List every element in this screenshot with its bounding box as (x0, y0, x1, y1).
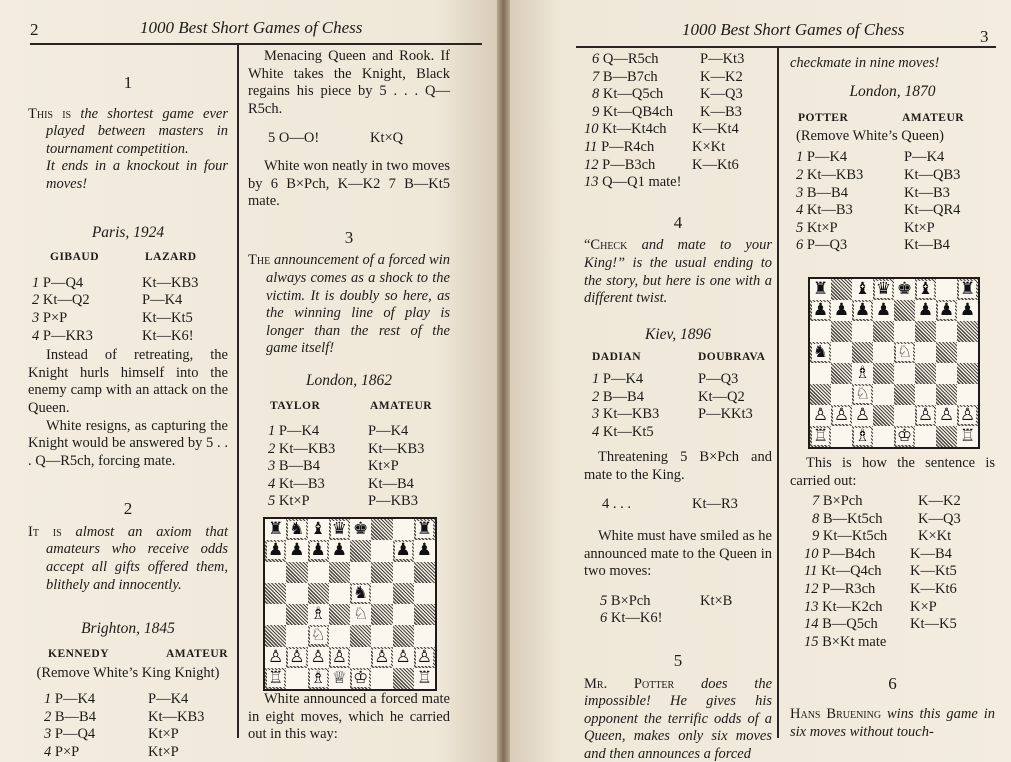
board-square (915, 342, 936, 363)
running-header: 1000 Best Short Games of Chess (682, 20, 905, 39)
game-note: White announced a forced mate in eight moves, which he carried out in this way: (248, 691, 450, 743)
move-row: 13 Q—Q1 mate! (584, 174, 682, 191)
board-square (350, 583, 371, 604)
white-pawn-icon: ♙ (917, 405, 934, 425)
move-row: 5 Kt×P P—KB3 (268, 493, 418, 510)
white-bishop-icon: ♗ (310, 667, 326, 688)
board-square (936, 426, 957, 447)
black-pawn-icon: ♟ (310, 540, 326, 561)
black-pawn-icon: ♟ (812, 300, 829, 320)
move-row: 2 B—B4 Kt—Q2 (592, 388, 745, 405)
board-square (894, 342, 915, 363)
game-result: White won neatly in two moves by 6 B×Pch, K—K2 7 B—Kt5 mate. (248, 157, 450, 210)
board-square (915, 426, 936, 447)
players-header (790, 110, 995, 128)
black-bishop-icon: ♝ (854, 279, 871, 299)
board-square (831, 321, 852, 342)
board-square (936, 321, 957, 342)
game-venue: London, 1862 (305, 371, 393, 389)
board-square (308, 604, 329, 625)
move-row: 4 P×P Kt×P (44, 743, 179, 760)
move-list (584, 51, 772, 192)
board-square (852, 426, 873, 447)
board-square (329, 519, 350, 540)
board-square (810, 279, 831, 300)
white-knight-icon: ♘ (310, 625, 326, 646)
left-page (0, 0, 497, 762)
board-square (414, 540, 435, 561)
move-row: 4 Kt—B3 Kt—QR4 (796, 202, 961, 219)
white-pawn-icon: ♙ (833, 405, 850, 425)
black-knight-icon: ♞ (353, 582, 369, 603)
board-square (414, 625, 435, 646)
board-square (831, 426, 852, 447)
white-bishop-icon: ♗ (854, 363, 871, 383)
board-square (915, 300, 936, 321)
board-square (371, 647, 392, 668)
black-player: AMATEUR (165, 647, 228, 660)
board-square (265, 540, 286, 561)
move-row: 1 P—K4 P—Q3 (592, 370, 739, 387)
board-square (810, 342, 831, 363)
white-player: TAYLOR (270, 399, 321, 412)
game-venue: Brighton, 1845 (81, 620, 175, 638)
board-square (308, 519, 329, 540)
move-list (790, 149, 995, 255)
white-rook-icon: ♖ (812, 426, 829, 446)
board-square (265, 562, 286, 583)
odds-note: (Remove White’s Queen) (796, 127, 944, 144)
board-square (957, 300, 978, 321)
game-note: This is how the sentence is carried out: (790, 455, 995, 489)
board-square (393, 668, 414, 689)
white-bishop-icon: ♗ (310, 604, 326, 625)
move-row: 6 Kt—K6! (600, 610, 663, 627)
board-square (329, 647, 350, 668)
game-intro: It is almost an axiom that amateurs who receive odds accept all gifts offered them, blithely and innocently. (28, 523, 228, 593)
board-square (393, 540, 414, 561)
move-row: 4 Kt—Kt5 (592, 423, 654, 440)
board-square (265, 583, 286, 604)
board-square (936, 405, 957, 426)
game-number: 4 (673, 212, 683, 232)
white-king-icon: ♔ (896, 426, 913, 446)
move-row: 3 B—B4 Kt×P (268, 458, 399, 475)
game-intro: This is the shortest game ever played between masters in tournament competition. (28, 105, 228, 157)
board-square (873, 363, 894, 384)
game-number: 2 (123, 499, 133, 519)
move-row: 7 B×Pch K—K2 (812, 493, 961, 509)
move-row: 11 P—R4ch K×Kt (584, 138, 726, 155)
board-square (894, 384, 915, 405)
board-square (414, 604, 435, 625)
white-knight-icon: ♘ (353, 604, 369, 625)
board-square (393, 647, 414, 668)
white-pawn-icon: ♙ (959, 405, 976, 425)
players-header (28, 646, 228, 664)
board-square (894, 321, 915, 342)
players-header (28, 249, 228, 267)
white-rook-icon: ♖ (268, 667, 284, 688)
board-square (350, 540, 371, 561)
board-square (286, 583, 307, 604)
board-square (393, 625, 414, 646)
board-square (414, 583, 435, 604)
board-square (873, 279, 894, 300)
move-row: 4 P—KR3 Kt—K6! (32, 327, 194, 344)
right-page (510, 0, 1011, 762)
white-player: KENNEDY (48, 647, 110, 660)
black-player: DOUBRAVA (698, 351, 766, 364)
black-rook-icon: ♜ (416, 519, 432, 540)
players-header (248, 398, 450, 416)
board-square (350, 562, 371, 583)
board-square (371, 604, 392, 625)
game-venue: London, 1870 (849, 82, 936, 100)
players-header (584, 349, 772, 367)
white-pawn-icon: ♙ (854, 405, 871, 425)
game-note: White must have smiled as he announced mate to the Queen in two moves: (584, 528, 772, 580)
board-square (350, 519, 371, 540)
board-square (810, 405, 831, 426)
move-list (28, 691, 228, 761)
white-player: DADIAN (592, 351, 641, 364)
book-gutter (497, 0, 510, 762)
board-square (915, 279, 936, 300)
board-square (393, 562, 414, 583)
move-row: 10 P—B4ch K—B4 (804, 545, 952, 562)
board-square (286, 540, 307, 561)
black-knight-icon: ♞ (289, 519, 305, 540)
board-square (286, 625, 307, 646)
game-intro: Mr. Potter does the impossible! He gives his opponent the terrific odds of a Queen, makes only six moves and then announces a forced (584, 675, 773, 762)
board-square (393, 604, 414, 625)
move-row: 5 B×Pch Kt×B (600, 592, 733, 609)
move-row: 2 Kt—Q2 P—K4 (32, 292, 183, 309)
game-number: 1 (123, 73, 133, 92)
board-square (894, 405, 915, 426)
board-square (852, 300, 873, 321)
board-square (265, 647, 286, 668)
chess-diagram (263, 517, 437, 691)
move-row: 5 O—O! Kt×Q (268, 130, 404, 147)
board-square (915, 384, 936, 405)
black-queen-icon: ♛ (875, 279, 892, 299)
move-list (790, 493, 995, 651)
board-square (957, 405, 978, 426)
board-square (810, 384, 831, 405)
header-rule (30, 43, 482, 45)
board-square (894, 363, 915, 384)
board-square (873, 342, 894, 363)
move-row: 7 B—B7ch K—K2 (592, 68, 743, 85)
black-pawn-icon: ♟ (833, 300, 850, 320)
move-row: 15 B×Kt mate (804, 633, 887, 650)
board-square (329, 604, 350, 625)
move-row: 2 B—B4 Kt—KB3 (44, 708, 205, 725)
board-square (873, 426, 894, 447)
board-square (265, 625, 286, 646)
board-square (371, 668, 392, 689)
move-row: 8 Kt—Q5ch K—Q3 (592, 86, 743, 103)
board-square (957, 363, 978, 384)
right-column-1 (584, 51, 772, 762)
game-intro: Hans Bruening wins this game in six moves without touch- (790, 706, 995, 740)
board-square (915, 363, 936, 384)
board-square (852, 384, 873, 405)
black-pawn-icon: ♟ (395, 540, 411, 561)
board-square (936, 300, 957, 321)
board-square (393, 519, 414, 540)
page-number: 2 (30, 20, 39, 39)
page-number: 3 (980, 27, 989, 46)
game-note: Menacing Queen and Rook. If White takes the Knight, Black regains his piece by 5 . . . Q—R5ch. (248, 48, 450, 117)
board-square (852, 405, 873, 426)
board-square (329, 625, 350, 646)
game-intro: The announcement of a forced win always comes as a shock to the victim. It is doubly so here, as the winning line of play is longer than the rest of the game itself! (248, 252, 451, 357)
board-square (350, 668, 371, 689)
board-square (286, 519, 307, 540)
board-square (957, 342, 978, 363)
white-pawn-icon: ♙ (395, 646, 411, 667)
board-square (350, 604, 371, 625)
game-venue: Paris, 1924 (91, 223, 165, 241)
board-square (957, 426, 978, 447)
board-square (350, 625, 371, 646)
move-row: 6 Q—R5ch P—Kt3 (592, 51, 745, 67)
white-pawn-icon: ♙ (268, 646, 284, 667)
white-knight-icon: ♘ (854, 384, 871, 404)
move-row: 1 P—K4 P—K4 (268, 423, 409, 440)
move-row: 10 Kt—Kt4ch K—Kt4 (584, 121, 739, 138)
board-square (414, 647, 435, 668)
board-square (414, 519, 435, 540)
odds-note: (Remove White’s King Knight) (36, 665, 220, 682)
board-square (831, 300, 852, 321)
game-intro: “Check and mate to your King!” is the usual ending to the story, but here is one with a different twist. (584, 237, 772, 307)
board-square (831, 405, 852, 426)
board-square (915, 321, 936, 342)
move-row: 11 Kt—Q4ch K—Kt5 (804, 563, 957, 580)
board-square (371, 540, 392, 561)
board-square (308, 647, 329, 668)
board-square (873, 384, 894, 405)
board-square (286, 562, 307, 583)
game-note: Instead of retreating, the Knight hurls himself into the enemy camp with an attack on the Queen. (28, 347, 228, 416)
board-square (957, 321, 978, 342)
board-square (329, 583, 350, 604)
white-rook-icon: ♖ (959, 426, 976, 446)
white-player: GIBAUD (50, 251, 100, 264)
board-square (308, 583, 329, 604)
white-bishop-icon: ♗ (854, 426, 871, 446)
game-note: White resigns, as capturing the Knight would be answered by 5 . . . Q—R5ch, forcing mate. (28, 417, 228, 469)
move-row: 5 Kt×P Kt×P (796, 219, 935, 236)
move-row: 6 P—Q3 Kt—B4 (796, 237, 950, 254)
board-square (286, 604, 307, 625)
board-square (831, 363, 852, 384)
white-pawn-icon: ♙ (289, 646, 305, 667)
move-row: 9 Kt—Kt5ch K×Kt (812, 528, 952, 545)
board-square (873, 300, 894, 321)
black-pawn-icon: ♟ (331, 540, 347, 561)
move-row: 2 Kt—KB3 Kt—QB3 (796, 166, 961, 183)
white-player: POTTER (798, 112, 849, 125)
white-queen-icon: ♕ (331, 667, 347, 688)
board-square (873, 321, 894, 342)
black-player: AMATEUR (902, 112, 965, 125)
board-square (936, 279, 957, 300)
move-list (248, 423, 450, 511)
white-pawn-icon: ♙ (310, 646, 326, 667)
board-square (329, 562, 350, 583)
board-square (350, 647, 371, 668)
board-square (286, 668, 307, 689)
white-pawn-icon: ♙ (812, 405, 829, 425)
board-square (371, 562, 392, 583)
board-square (308, 562, 329, 583)
game-number: 3 (344, 227, 354, 247)
board-square (414, 668, 435, 689)
black-rook-icon: ♜ (812, 279, 829, 299)
white-knight-icon: ♘ (896, 342, 913, 362)
header-rule (576, 46, 996, 48)
board-square (308, 540, 329, 561)
black-pawn-icon: ♟ (959, 300, 976, 320)
chess-diagram (808, 277, 980, 449)
board-square (393, 583, 414, 604)
game-number: 6 (888, 674, 897, 693)
black-pawn-icon: ♟ (917, 300, 934, 320)
board-square (873, 405, 894, 426)
move-row: 3 P—Q4 Kt×P (44, 726, 179, 743)
white-pawn-icon: ♙ (331, 646, 347, 667)
black-pawn-icon: ♟ (875, 300, 892, 320)
board-square (810, 426, 831, 447)
move-row: 4 . . . Kt—R3 (602, 496, 738, 513)
left-column-1 (28, 74, 228, 761)
move-row: 1 P—K4 P—K4 (796, 149, 945, 166)
right-column-2 (790, 55, 995, 740)
board-square (308, 625, 329, 646)
board-square (957, 279, 978, 300)
running-header: 1000 Best Short Games of Chess (140, 18, 363, 37)
black-pawn-icon: ♟ (268, 540, 284, 561)
board-square (810, 363, 831, 384)
black-rook-icon: ♜ (959, 279, 976, 299)
column-rule (777, 46, 779, 738)
board-square (265, 519, 286, 540)
board-square (308, 668, 329, 689)
board-square (936, 384, 957, 405)
board-square (371, 625, 392, 646)
black-pawn-icon: ♟ (289, 540, 305, 561)
board-square (852, 321, 873, 342)
black-player: AMATEUR (370, 399, 433, 412)
board-square (936, 342, 957, 363)
board-square (852, 363, 873, 384)
move-row: 1 P—Q4 Kt—KB3 (32, 274, 199, 291)
white-king-icon: ♔ (353, 667, 369, 688)
black-knight-icon: ♞ (812, 342, 829, 362)
white-rook-icon: ♖ (416, 667, 432, 688)
black-pawn-icon: ♟ (854, 300, 871, 320)
move-row: 3 B—B4 Kt—B3 (796, 184, 950, 201)
board-square (852, 342, 873, 363)
board-square (329, 540, 350, 561)
game-intro-2: It ends in a knockout in four moves! (46, 158, 228, 192)
move-list (584, 371, 772, 441)
black-bishop-icon: ♝ (917, 279, 934, 299)
white-pawn-icon: ♙ (374, 646, 390, 667)
black-player: LAZARD (145, 251, 197, 264)
game-venue: Kiev, 1896 (644, 325, 711, 343)
move-list (28, 275, 228, 345)
black-rook-icon: ♜ (268, 519, 284, 540)
move-row: 3 Kt—KB3 P—KKt3 (592, 406, 753, 423)
black-king-icon: ♚ (896, 279, 913, 299)
white-pawn-icon: ♙ (416, 646, 432, 667)
black-bishop-icon: ♝ (310, 519, 326, 540)
column-rule (237, 43, 239, 738)
board-square (371, 519, 392, 540)
move-row: 3 P×P Kt—Kt5 (32, 309, 193, 326)
board-square (831, 384, 852, 405)
game-intro-cont: checkmate in nine moves! (790, 55, 940, 71)
board-square (936, 363, 957, 384)
board-square (265, 668, 286, 689)
board-square (810, 321, 831, 342)
move-list (584, 593, 772, 628)
black-queen-icon: ♛ (331, 519, 347, 540)
board-square (414, 562, 435, 583)
board-square (831, 279, 852, 300)
board-square (810, 300, 831, 321)
move-row: 1 P—K4 P—K4 (44, 691, 189, 708)
black-pawn-icon: ♟ (938, 300, 955, 320)
board-square (831, 342, 852, 363)
game-number: 5 (673, 651, 683, 671)
board-square (371, 583, 392, 604)
board-square (265, 604, 286, 625)
board-square (286, 647, 307, 668)
move-row: 12 P—B3ch K—Kt6 (584, 156, 739, 173)
move-row: 2 Kt—KB3 Kt—KB3 (268, 440, 425, 457)
white-pawn-icon: ♙ (938, 405, 955, 425)
board-square (957, 384, 978, 405)
left-column-2 (248, 48, 451, 743)
move-row: 8 B—Kt5ch K—Q3 (812, 510, 961, 527)
move-row: 14 B—Q5ch Kt—K5 (804, 616, 957, 633)
black-king-icon: ♚ (353, 519, 369, 540)
board-square (329, 668, 350, 689)
board-square (915, 405, 936, 426)
board-square (894, 300, 915, 321)
board-square (894, 426, 915, 447)
move-row: 12 P—R3ch K—Kt6 (804, 580, 957, 597)
game-note: Threatening 5 B×Pch and mate to the King. (584, 449, 772, 483)
black-pawn-icon: ♟ (416, 540, 432, 561)
board-square (852, 279, 873, 300)
move-row: 9 Kt—QB4ch K—B3 (592, 103, 742, 120)
move-row: 4 Kt—B3 Kt—B4 (268, 475, 414, 492)
move-row: 13 Kt—K2ch K×P (804, 598, 937, 615)
board-square (894, 279, 915, 300)
